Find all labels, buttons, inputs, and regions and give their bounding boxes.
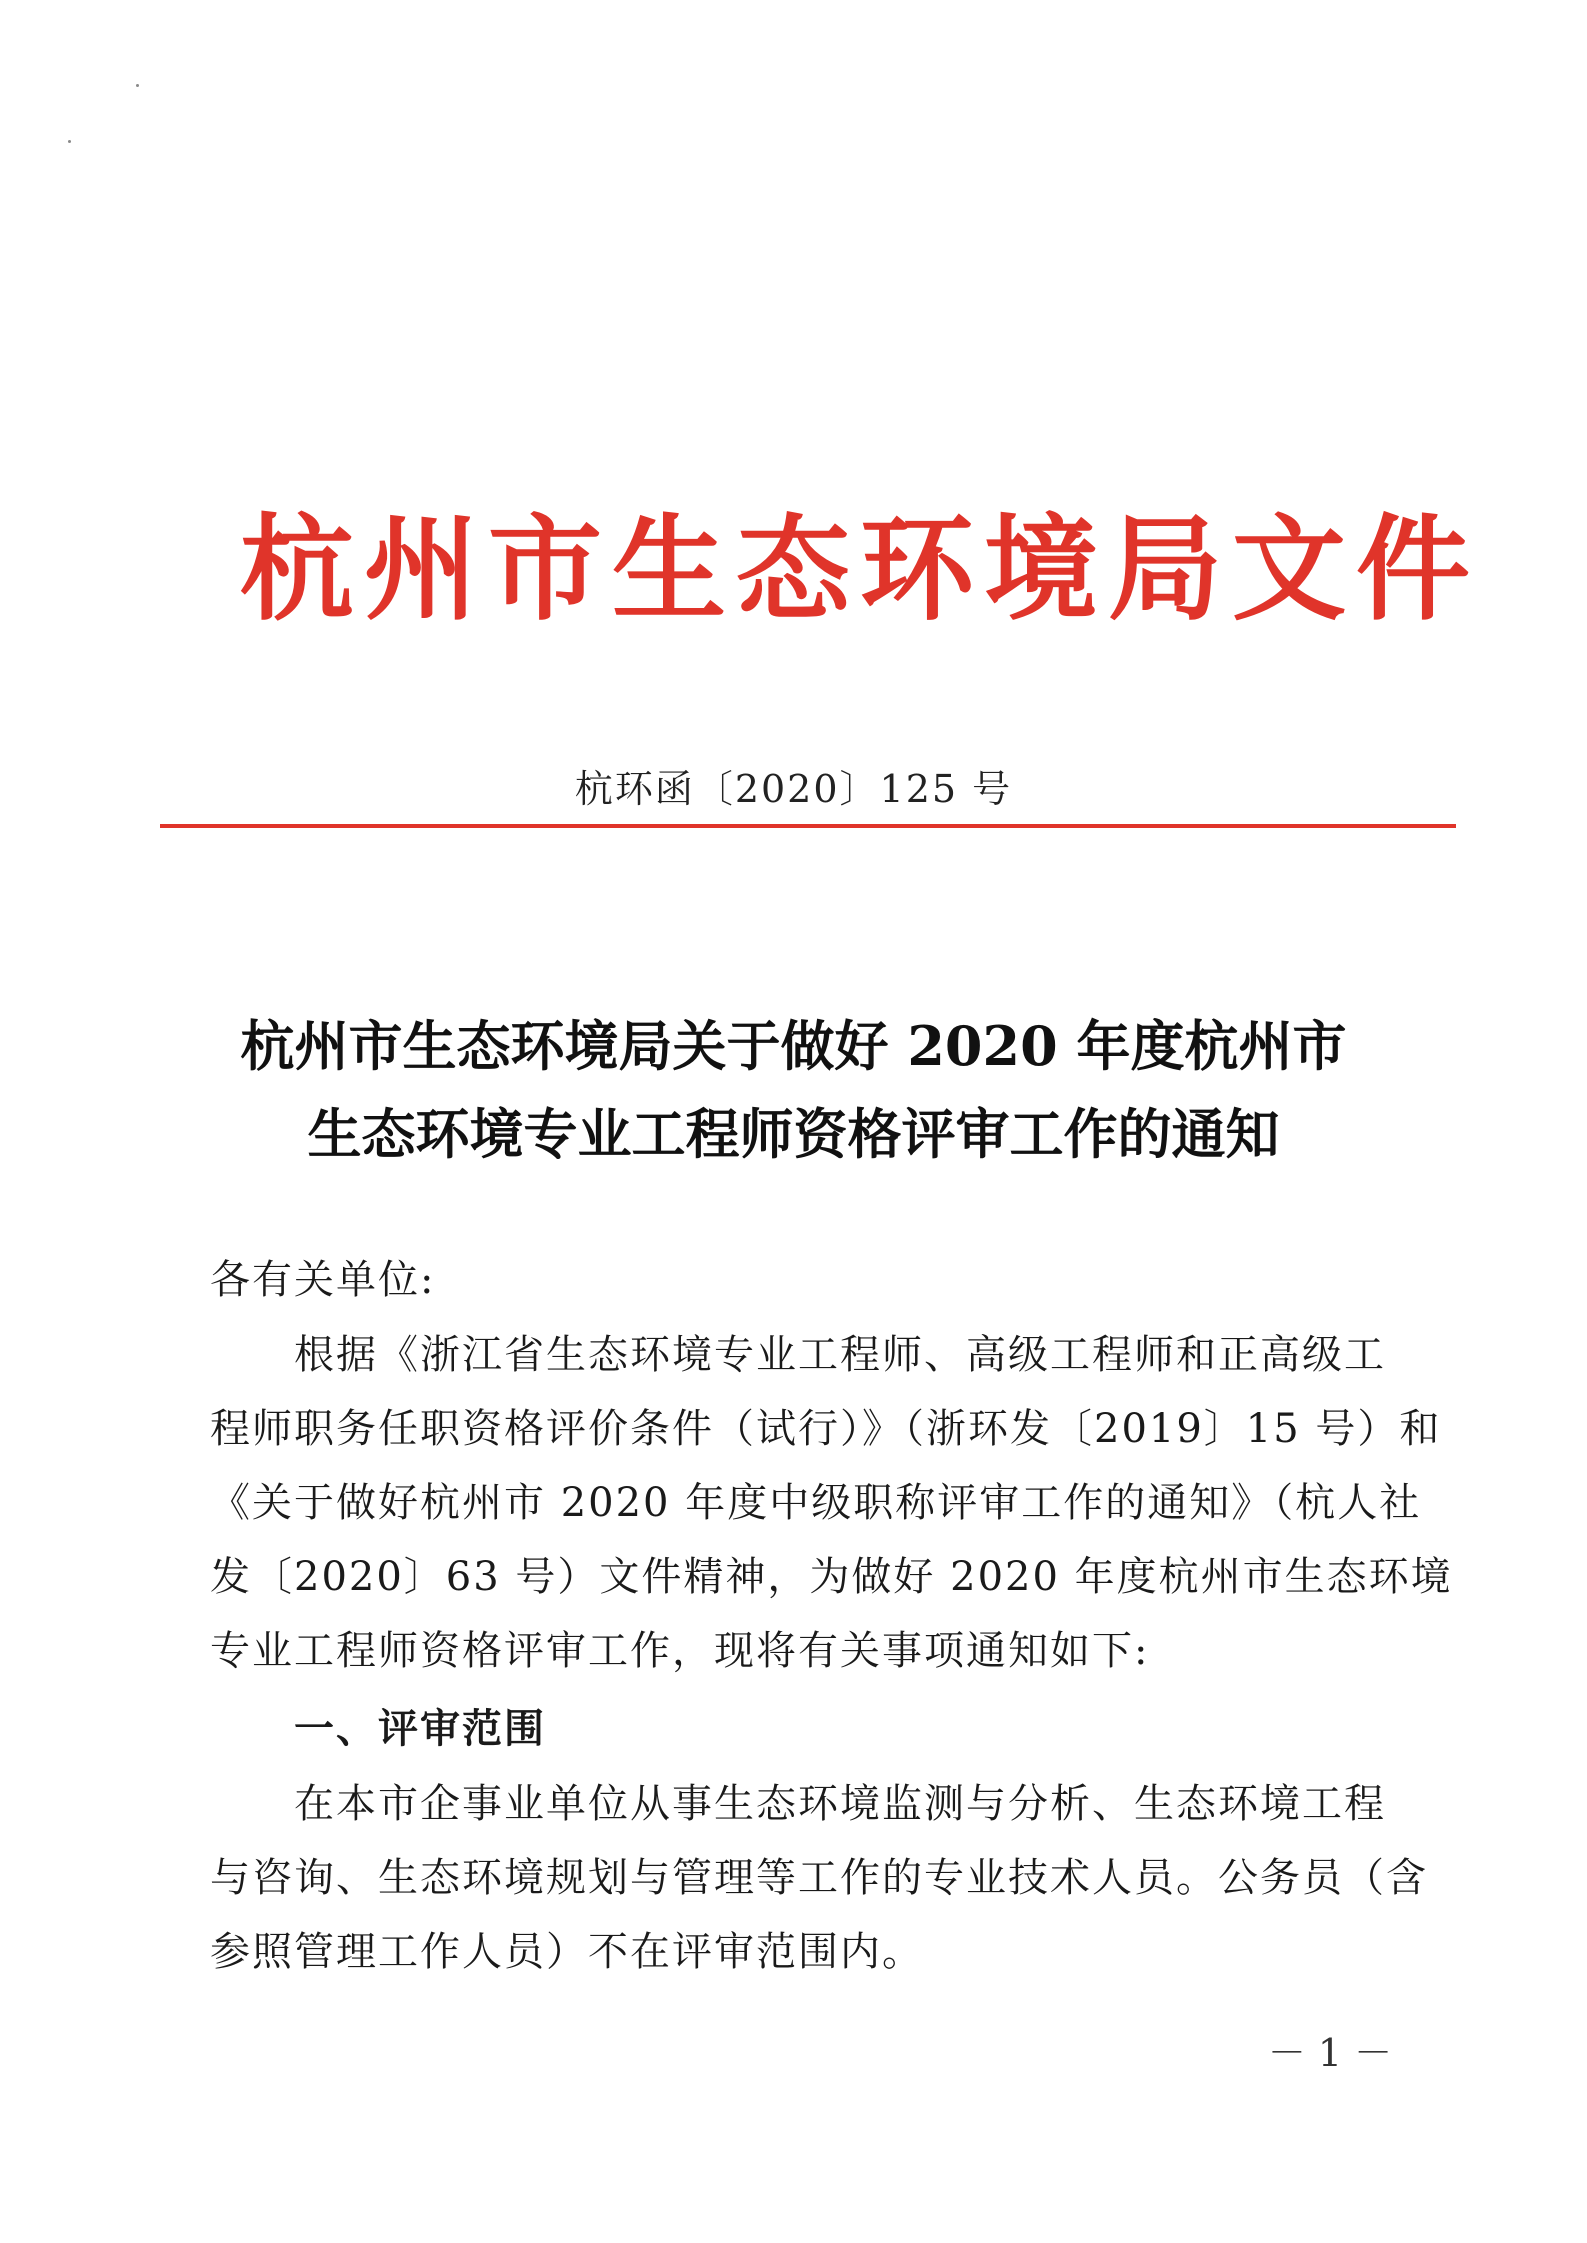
paragraph-2 [210, 1767, 1428, 1989]
scan-speck [136, 84, 139, 87]
page-number: － 1 － [1267, 2031, 1393, 2075]
notice-title [0, 1002, 1587, 1178]
paragraph-line: 根据《浙江省生态环境专业工程师、高级工程师和正高级工 [294, 1332, 1386, 1378]
scan-speck [68, 140, 71, 143]
issuing-org-title: 杭州市生态环境局文件 [240, 502, 1481, 636]
paragraph-line: 专业工程师资格评审工作，现将有关事项通知如下: [210, 1628, 1150, 1674]
document-number: 杭环函〔2020〕125 号 [574, 767, 1013, 811]
paragraph-line: 参照管理工作人员）不在评审范围内。 [210, 1929, 924, 1975]
notice-title-line-1: 杭州市生态环境局关于做好 2020 年度杭州市 [240, 1014, 1347, 1078]
section-heading-1: 一、评审范围 [294, 1706, 546, 1752]
paragraph-line: 与咨询、生态环境规划与管理等工作的专业技术人员。公务员（含 [210, 1855, 1428, 1901]
paragraph-line: 程师职务任职资格评价条件（试行）》（浙环发〔2019〕15 号）和 [210, 1406, 1442, 1452]
paragraph-line: 在本市企事业单位从事生态环境监测与分析、生态环境工程 [294, 1781, 1386, 1827]
notice-title-line-2: 生态环境专业工程师资格评审工作的通知 [307, 1102, 1280, 1166]
paragraph-1 [210, 1318, 1453, 1688]
red-divider-line [160, 824, 1456, 828]
paragraph-line: 发〔2020〕63 号）文件精神，为做好 2020 年度杭州市生态环境 [210, 1554, 1453, 1600]
paragraph-line: 《关于做好杭州市 2020 年度中级职称评审工作的通知》（杭人社 [210, 1480, 1422, 1526]
salutation: 各有关单位: [210, 1257, 436, 1303]
